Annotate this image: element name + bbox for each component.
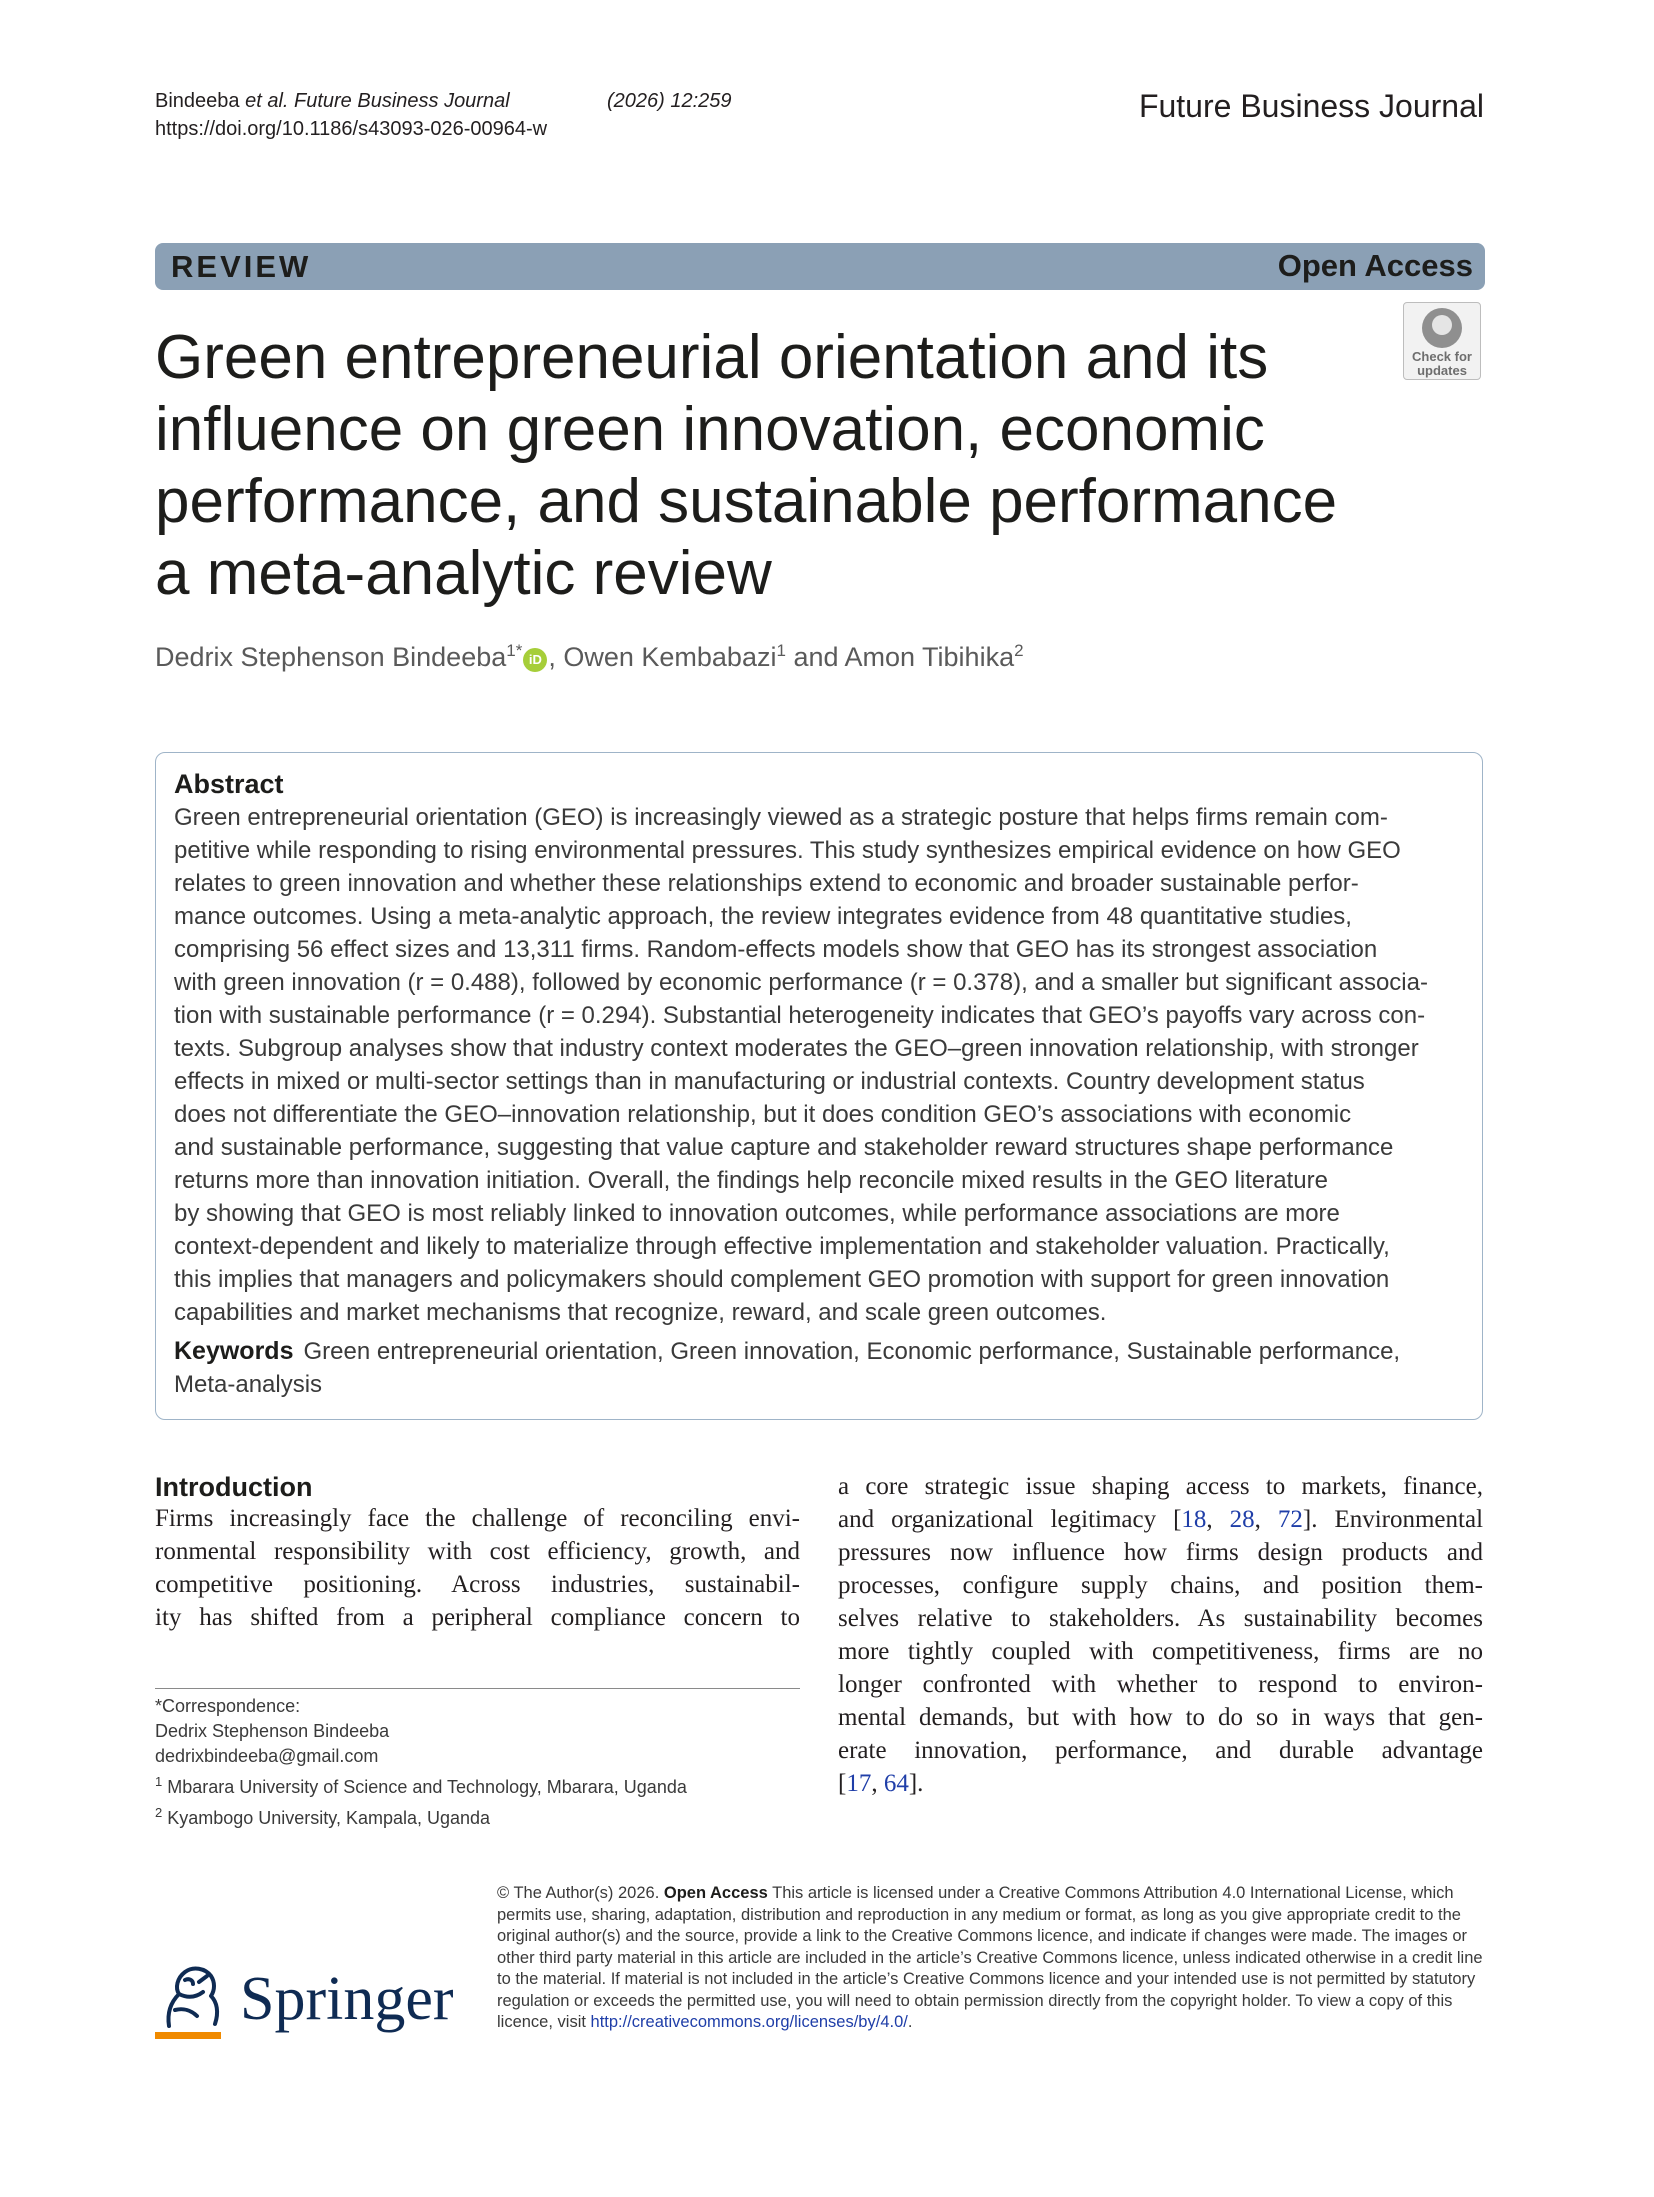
author-affiliation-marker: 1 [776,641,786,660]
body-line: longer confronted with whether to respond to environ- [838,1671,1483,1698]
license-url-link[interactable]: http://creativecommons.org/licenses/by/4.0/ [590,2013,908,2031]
author-list [155,633,1024,675]
body-column-right [838,1470,1483,1800]
author-affiliation-marker: 2 [1014,641,1024,660]
body-line: pressures now influence how firms design products and [838,1539,1483,1566]
body-line: processes, configure supply chains, and position them- [838,1572,1483,1599]
abstract-box [155,752,1483,1420]
publisher-wordmark: Springer [240,1965,454,2033]
footnote-divider [155,1688,800,1689]
corresponding-author: Dedrix Stephenson Bindeeba [155,1721,390,1741]
license-line: original author(s) and the source, provide a link to the Creative Commons licence, and indicate if changes were made. The images or [497,1927,1468,1945]
affiliation: $^2$ Kyambogo University, Kampala, Uganda [155,1805,491,1828]
doi-link[interactable]: https://doi.org/10.1186/s43093-026-00964-w [155,118,548,140]
author-name: Dedrix Stephenson Bindeeba [155,642,507,672]
citation-link[interactable]: 28 [1229,1506,1255,1533]
abstract-line: effects in mixed or multi-sector settings than in manufacturing or industrial contexts. Country development status [174,1068,1365,1095]
title-line: performance, and sustainable performance [155,467,1338,536]
body-line: competitive positioning. Across industries, sustainabil- [155,1571,800,1598]
abstract-line: context-dependent and likely to materialize through effective implementation and stakeholder valuation. Practically, [174,1233,1390,1260]
abstract-line: by showing that GEO is most reliably linked to innovation outcomes, while performance associations are more [174,1200,1340,1227]
abstract-line: texts. Subgroup analyses show that industry context moderates the GEO–green innovation relationship, with stronger [174,1035,1419,1062]
badge-text-line2: updates [1417,363,1467,378]
title-line: Green entrepreneurial orientation and its [155,323,1269,392]
article-type-banner [155,243,1485,290]
license-statement [497,1883,1487,2034]
author-affiliation-marker: 1* [506,641,523,660]
affiliation: $^1$ Mbarara University of Science and Technology, Mbarara, Uganda [155,1774,687,1797]
abstract-line: capabilities and market mechanisms that recognize, reward, and scale green outcomes. [174,1299,1107,1326]
body-line: Firms increasingly face the challenge of reconciling envi- [155,1505,800,1532]
abstract-line: and sustainable performance, suggesting that value capture and stakeholder reward structures shape performance [174,1134,1394,1161]
title-line: a meta-analytic review [155,539,772,608]
license-line: permits use, sharing, adaptation, distribution and reproduction in any medium or format, as long as you give appropriate credit to the [497,1905,1461,1924]
body-line: and organizational legitimacy [18, 28, 72]. Environmental [838,1506,1484,1533]
body-line: ity has shifted from a peripheral compliance concern to [155,1604,800,1631]
citation-link[interactable]: 72 [1277,1506,1303,1533]
license-line: © The Author(s) 2026. Open Access This article is licensed under a Creative Commons Attribution 4.0 International License, which [497,1884,1454,1902]
abstract-text [174,801,1464,1329]
keywords [174,1335,1464,1401]
abstract-line: mance outcomes. Using a meta-analytic approach, the review integrates evidence from 48 quantitative studies, [174,903,1352,930]
section-heading-introduction: Introduction [155,1472,313,1502]
citation-link[interactable]: 18 [1181,1506,1207,1533]
abstract-line: this implies that managers and policymakers should complement GEO promotion with support for green innovation [174,1266,1390,1293]
abstract-line: Green entrepreneurial orientation (GEO) is increasingly viewed as a strategic posture that helps firms remain com- [174,804,1388,831]
author-name: , Owen Kembabazi [548,642,777,672]
check-for-updates-badge[interactable] [1403,302,1481,380]
body-line: more tightly coupled with competitiveness, firms are no [838,1638,1483,1665]
license-line: licence, visit http://creativecommons.org/licenses/by/4.0/. [497,2013,913,2031]
article-type-label: REVIEW [171,249,312,284]
corresponding-email[interactable]: dedrixbindeeba@gmail.com [155,1746,379,1766]
body-line: mental demands, but with how to do so in ways that gen- [838,1704,1483,1731]
body-line: [17, 64]. [838,1770,924,1797]
citation-link[interactable]: 64 [883,1770,909,1797]
running-head-year-volume: (2026) 12:259 [607,90,732,112]
license-line: regulation or exceeds the permitted use, you will need to obtain permission directly from the copyright holder. To view a copy of this [497,1991,1453,2010]
open-access-label: Open Access [1277,248,1473,283]
abstract-line: petitive while responding to rising environmental pressures. This study synthesizes empirical evidence on how GEO [174,837,1401,864]
abstract-line: does not differentiate the GEO–innovation relationship, but it does condition GEO’s associations with economic [174,1101,1352,1128]
body-line: a core strategic issue shaping access to markets, finance, [838,1473,1483,1500]
license-line: other third party material in this article are included in the article’s Creative Commons licence, unless indicated otherwise in a credit line [497,1948,1483,1967]
badge-text-line1: Check for [1412,349,1472,364]
running-head-citation: Bindeeba et al. Future Business Journal [155,90,510,112]
orcid-icon[interactable]: iD [523,648,547,672]
body-column-left [155,1502,800,1634]
body-line: selves relative to stakeholders. As sustainability becomes [838,1605,1483,1632]
publisher-logo-bar [155,2032,221,2039]
title-line: influence on green innovation, economic [155,395,1265,464]
keywords-label: Keywords [174,1337,294,1365]
author-name: and Amon Tibihika [785,642,1015,672]
footnotes [155,1694,800,1831]
citation-link[interactable]: 17 [846,1770,872,1797]
abstract-line: relates to green innovation and whether these relationships extend to economic and broader sustainable perfor- [174,870,1359,897]
check-for-updates-icon [1422,308,1462,348]
abstract-line: with green innovation (r = 0.488), followed by economic performance (r = 0.378), and a smaller but significant associa- [174,969,1428,996]
license-line: to the material. If material is not included in the article’s Creative Commons licence and your intended use is not permitted by statutory [497,1970,1476,1988]
abstract-heading: Abstract [174,769,284,799]
keywords-list: Green entrepreneurial orientation, Green innovation, Economic performance, Sustainable performance, [303,1338,1401,1365]
abstract-line: returns more than innovation initiation. Overall, the findings help reconcile mixed results in the GEO literature [174,1167,1328,1194]
body-line: ronmental responsibility with cost efficiency, growth, and [155,1538,800,1565]
abstract-line: comprising 56 effect sizes and 13,311 firms. Random-effects models show that GEO has its strongest association [174,936,1378,963]
keywords-list: Meta-analysis [174,1371,323,1398]
journal-name: Future Business Journal [1138,88,1484,124]
article-title [155,322,1385,610]
body-line: erate innovation, performance, and durable advantage [838,1737,1483,1764]
abstract-line: tion with sustainable performance (r = 0.294). Substantial heterogeneity indicates that GEO’s payoffs vary across con- [174,1002,1426,1029]
correspondence-label: *Correspondence: [155,1696,301,1716]
